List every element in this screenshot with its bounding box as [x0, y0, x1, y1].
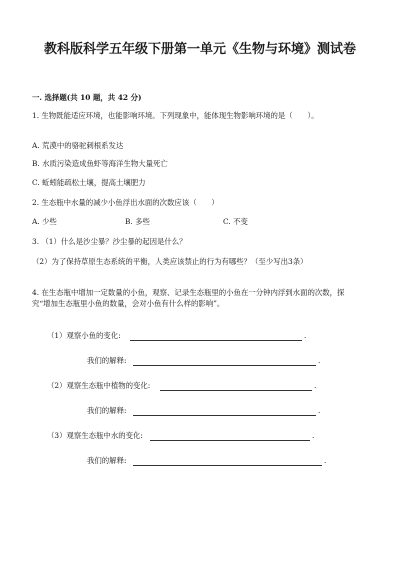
answer-blank-explanation-2[interactable]	[133, 415, 316, 416]
observation-1-label: （1）观察小鱼的变化:	[47, 331, 121, 340]
period-4: .	[318, 406, 321, 415]
explanation-1-label: 我们的解释:	[87, 356, 127, 365]
period-5: .	[312, 431, 315, 440]
answer-blank-explanation-3[interactable]	[133, 465, 322, 466]
answer-blank-observation-3[interactable]	[150, 440, 310, 441]
question-1-stem: 1. 生物既能适应环境，也能影响环境。下列现象中，能体现生物影响环境的是（ ）。	[32, 111, 319, 120]
observation-3-label: （3）观察生态瓶中水的变化:	[47, 431, 143, 440]
period-6: .	[324, 456, 327, 465]
period-3: .	[314, 381, 317, 390]
answer-blank-observation-2[interactable]	[160, 390, 312, 391]
question-1-option-c: C. 蚯蚓能疏松土壤，提高土壤肥力	[32, 178, 146, 187]
question-3-part-2: （2）为了保持草原生态系统的平衡，人类应该禁止的行为有哪些？（至少写出3条）	[32, 257, 308, 266]
answer-blank-observation-1[interactable]	[130, 340, 302, 341]
period-1: .	[304, 331, 307, 340]
answer-blank-explanation-1[interactable]	[133, 365, 316, 366]
question-2-option-b: B. 多些	[125, 217, 150, 226]
observation-2-label: （2）观察生态瓶中植物的变化:	[47, 381, 151, 390]
question-4-stem: 4. 在生态瓶中增加一定数量的小鱼，观察、记录生态瓶里的小鱼在一分钟内浮到水面的次数，探究“增加生态瓶里小鱼的数量，会对小鱼有什么样的影响”。	[32, 288, 345, 308]
question-1-option-b: B. 水质污染造成鱼虾等海洋生物大量死亡	[32, 159, 168, 168]
period-2: .	[318, 356, 321, 365]
explanation-3-label: 我们的解释:	[87, 456, 127, 465]
section-heading-choice: 一. 选择题(共 10 题，共 42 分)	[32, 93, 142, 102]
explanation-2-label: 我们的解释:	[87, 406, 127, 415]
question-2-stem: 2. 生态瓶中水量的减少小鱼浮出水面的次数应该（ ）	[32, 198, 219, 207]
page-title: 教科版科学五年级下册第一单元《生物与环境》测试卷	[43, 42, 356, 57]
question-2-option-c: C. 不变	[223, 217, 248, 226]
question-3-part-1: 3. （1）什么是沙尘暴？沙尘暴的起因是什么？	[32, 237, 187, 246]
question-1-option-a: A. 荒漠中的骆驼刺根系发达	[32, 141, 124, 150]
question-2-option-a: A. 少些	[32, 217, 57, 226]
